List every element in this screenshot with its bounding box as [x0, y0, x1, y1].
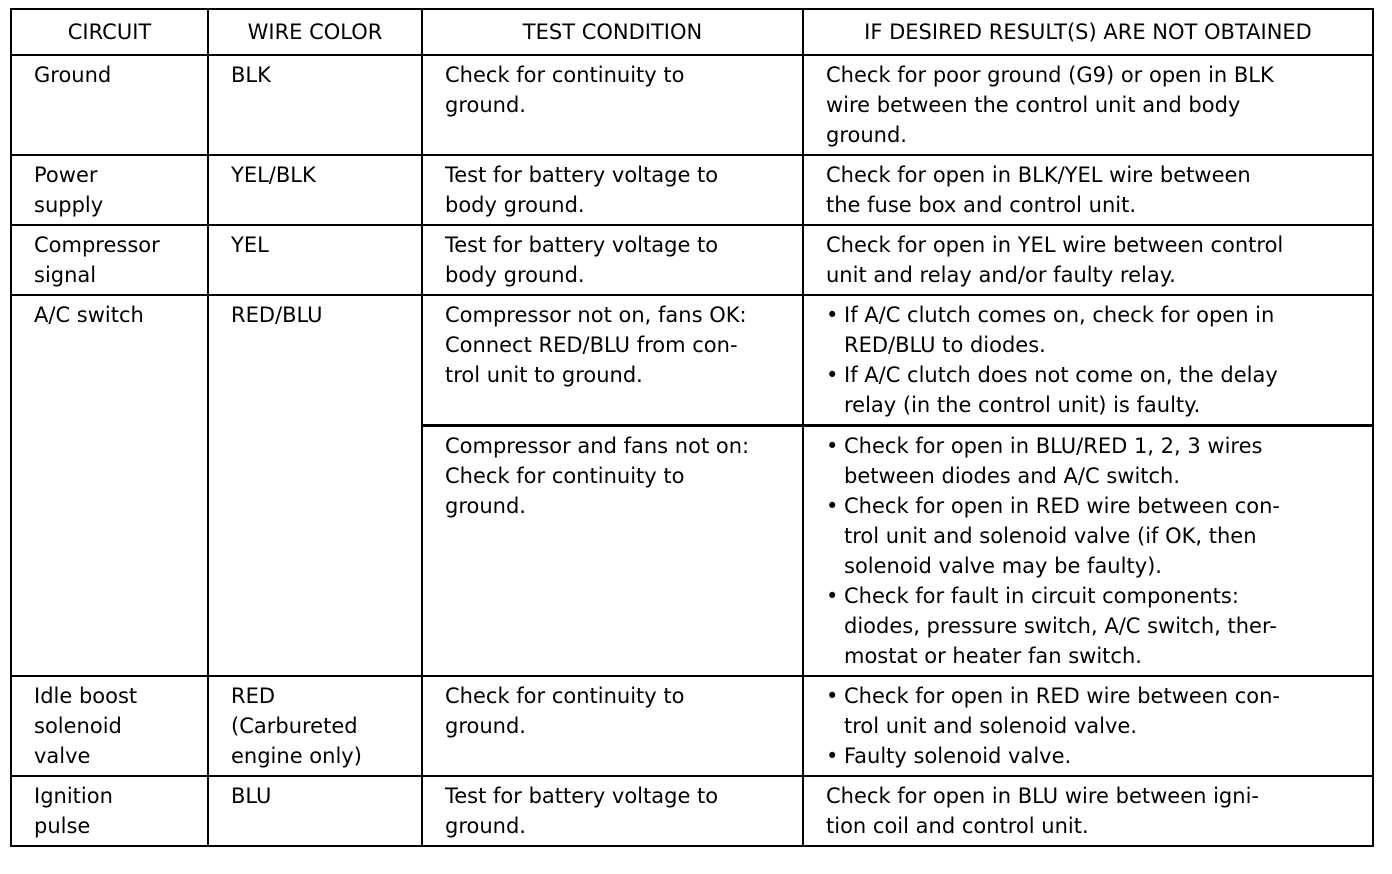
circuit-text: A/C switch: [34, 303, 144, 327]
test-condition-cell: [422, 225, 803, 295]
test-condition-cell: [422, 776, 803, 846]
row-power-supply: [11, 155, 1373, 225]
circuit-text: Power: [34, 163, 98, 187]
result-text: RED/BLU to diodes.: [844, 333, 1046, 357]
row-ignition-pulse: [11, 776, 1373, 846]
result-cell: [803, 55, 1373, 155]
circuit-text: solenoid: [34, 714, 122, 738]
result-cell: [803, 676, 1373, 776]
circuit-cell: [11, 776, 208, 846]
header-row: [11, 9, 1373, 55]
wire-color-cell: [208, 676, 422, 776]
result-cell: [803, 155, 1373, 225]
header-result: IF DESIRED RESULT(S) ARE NOT OBTAINED: [803, 9, 1373, 55]
result-text: Check for open in YEL wire between control: [826, 233, 1284, 257]
circuit-cell: [11, 55, 208, 155]
result-text: • Check for open in RED wire between con-: [844, 494, 1280, 518]
wire-color-text: engine only): [231, 744, 362, 768]
result-text: Check for open in BLK/YEL wire between: [826, 163, 1251, 187]
test-text: Check for continuity to: [445, 63, 685, 87]
wire-color-text: YEL/BLK: [231, 163, 316, 187]
result-text: between diodes and A/C switch.: [844, 464, 1181, 488]
result-text: • Check for open in BLU/RED 1, 2, 3 wires: [844, 434, 1263, 458]
result-bullet: [826, 581, 1350, 671]
result-text: unit and relay and/or faulty relay.: [826, 263, 1176, 287]
test-text: body ground.: [445, 263, 585, 287]
wire-color-text: RED: [231, 684, 276, 708]
circuit-text: pulse: [34, 814, 91, 838]
header-circuit: CIRCUIT: [11, 9, 208, 55]
result-cell: [803, 295, 1373, 426]
wire-color-cell: [208, 225, 422, 295]
result-bullet: [826, 491, 1350, 581]
test-condition-cell: [422, 55, 803, 155]
result-text: solenoid valve may be faulty).: [844, 554, 1162, 578]
row-ac-switch: [11, 295, 1373, 426]
row-compressor-signal: [11, 225, 1373, 295]
circuit-text: signal: [34, 263, 97, 287]
result-bullet: [826, 431, 1350, 491]
result-bullet-list: [826, 431, 1350, 671]
test-text: trol unit to ground.: [445, 363, 643, 387]
wire-color-cell: [208, 155, 422, 225]
result-text: Check for open in BLU wire between igni-: [826, 784, 1259, 808]
test-condition-cell: [422, 676, 803, 776]
result-bullet-list: [826, 681, 1350, 771]
result-text: tion coil and control unit.: [826, 814, 1089, 838]
circuit-cell: [11, 295, 208, 676]
row-ground: [11, 55, 1373, 155]
result-bullet: [826, 681, 1350, 741]
result-cell: [803, 776, 1373, 846]
header-test-condition: TEST CONDITION: [422, 9, 803, 55]
wire-color-text: (Carbureted: [231, 714, 358, 738]
result-text: • Check for open in RED wire between con-: [844, 684, 1280, 708]
circuit-text: Idle boost: [34, 684, 138, 708]
result-text: ground.: [826, 123, 907, 147]
test-text: Check for continuity to: [445, 464, 685, 488]
result-text: • If A/C clutch does not come on, the delay: [844, 363, 1278, 387]
wire-color-text: BLU: [231, 784, 272, 808]
test-text: Test for battery voltage to: [445, 784, 719, 808]
circuit-cell: [11, 155, 208, 225]
result-text: • Check for fault in circuit components:: [844, 584, 1239, 608]
test-text: Check for continuity to: [445, 684, 685, 708]
circuit-text: Ignition: [34, 784, 113, 808]
test-text: ground.: [445, 494, 526, 518]
wire-color-cell: [208, 776, 422, 846]
result-bullet: [826, 300, 1350, 360]
circuit-text: valve: [34, 744, 91, 768]
test-text: Connect RED/BLU from con-: [445, 333, 738, 357]
test-text: Compressor not on, fans OK:: [445, 303, 747, 327]
result-text: relay (in the control unit) is faulty.: [844, 393, 1201, 417]
row-idle-boost: [11, 676, 1373, 776]
circuit-cell: [11, 676, 208, 776]
result-text: • If A/C clutch comes on, check for open in: [844, 303, 1275, 327]
result-text: diodes, pressure switch, A/C switch, ther-: [844, 614, 1277, 638]
wire-color-cell: [208, 55, 422, 155]
result-text: trol unit and solenoid valve.: [844, 714, 1138, 738]
circuit-text: supply: [34, 193, 104, 217]
circuit-cell: [11, 225, 208, 295]
wire-color-text: BLK: [231, 63, 271, 87]
wire-color-cell: [208, 295, 422, 676]
result-text: • Faulty solenoid valve.: [844, 744, 1072, 768]
test-condition-cell: [422, 426, 803, 677]
test-text: body ground.: [445, 193, 585, 217]
test-condition-cell: [422, 295, 803, 426]
result-text: Check for poor ground (G9) or open in BLK: [826, 63, 1274, 87]
test-text: Test for battery voltage to: [445, 233, 719, 257]
result-text: the fuse box and control unit.: [826, 193, 1137, 217]
circuit-text: Ground: [34, 63, 112, 87]
result-bullet: [826, 741, 1350, 771]
circuit-text: Compressor: [34, 233, 160, 257]
result-bullet: [826, 360, 1350, 420]
result-bullet-list: [826, 300, 1350, 420]
wire-color-text: YEL: [231, 233, 269, 257]
test-text: ground.: [445, 814, 526, 838]
diagnostic-table: [10, 8, 1374, 847]
test-text: ground.: [445, 714, 526, 738]
test-text: Compressor and fans not on:: [445, 434, 750, 458]
result-cell: [803, 225, 1373, 295]
wire-color-text: RED/BLU: [231, 303, 323, 327]
result-text: wire between the control unit and body: [826, 93, 1241, 117]
result-cell: [803, 426, 1373, 677]
test-condition-cell: [422, 155, 803, 225]
header-wire-color: WIRE COLOR: [208, 9, 422, 55]
result-text: mostat or heater fan switch.: [844, 644, 1142, 668]
test-text: ground.: [445, 93, 526, 117]
result-text: trol unit and solenoid valve (if OK, then: [844, 524, 1257, 548]
test-text: Test for battery voltage to: [445, 163, 719, 187]
